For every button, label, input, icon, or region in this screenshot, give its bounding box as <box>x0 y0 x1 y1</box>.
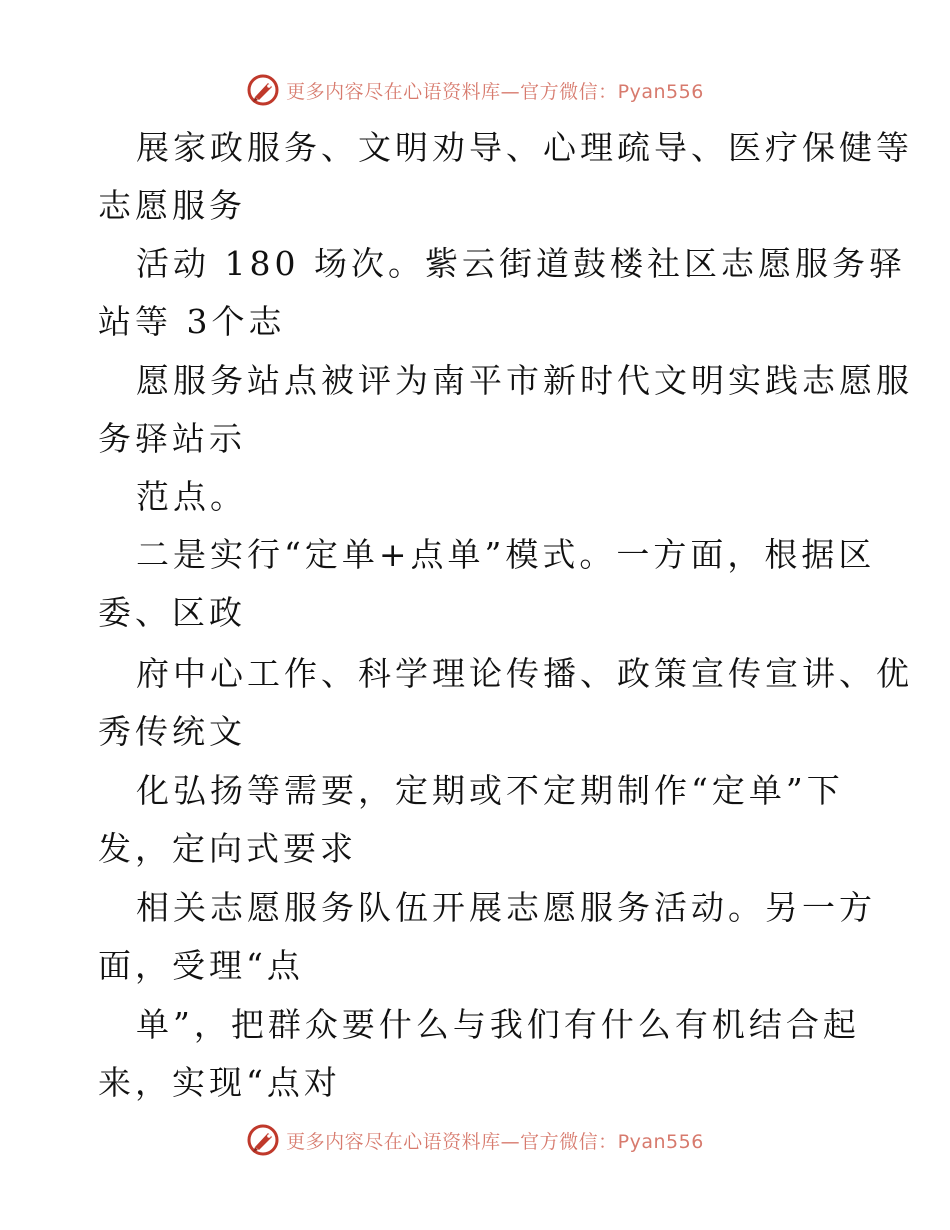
body-line: 活动 180 场次。紫云街道鼓楼社区志愿服务驿 <box>136 244 906 283</box>
body-line: 志愿服务 <box>98 186 246 225</box>
body-line: 化弘扬等需要，定期或不定期制作“定单”下 <box>136 771 844 810</box>
body-line: 委、区政 <box>98 593 246 632</box>
header-banner <box>0 70 950 110</box>
body-line: 单”，把群众要什么与我们有什么有机结合起 <box>136 1005 860 1044</box>
body-line: 范点。 <box>136 477 247 516</box>
body-line: 站等 3个志 <box>98 302 286 341</box>
body-line: 展家政服务、文明劝导、心理疏导、医疗保健等 <box>136 128 913 167</box>
body-line: 面，受理“点 <box>98 946 304 985</box>
body-line: 务驿站示 <box>98 419 246 458</box>
footer-banner <box>0 1120 950 1160</box>
body-line: 秀传统文 <box>98 712 246 751</box>
body-line: 相关志愿服务队伍开展志愿服务活动。另一方 <box>136 888 876 927</box>
pen-nib-logo-icon <box>246 73 280 107</box>
body-line: 二是实行“定单+点单”模式。一方面，根据区 <box>136 535 876 574</box>
body-line: 发，定向式要求 <box>98 829 357 868</box>
pen-nib-logo-icon <box>246 1123 280 1157</box>
body-line: 愿服务站点被评为南平市新时代文明实践志愿服 <box>136 361 913 400</box>
body-line: 府中心工作、科学理论传播、政策宣传宣讲、优 <box>136 654 913 693</box>
footer-banner-text: 更多内容尽在心语资料库—官方微信：Pyan556 <box>286 1130 704 1153</box>
body-line: 来，实现“点对 <box>98 1063 341 1102</box>
header-banner-text: 更多内容尽在心语资料库—官方微信：Pyan556 <box>286 80 704 103</box>
